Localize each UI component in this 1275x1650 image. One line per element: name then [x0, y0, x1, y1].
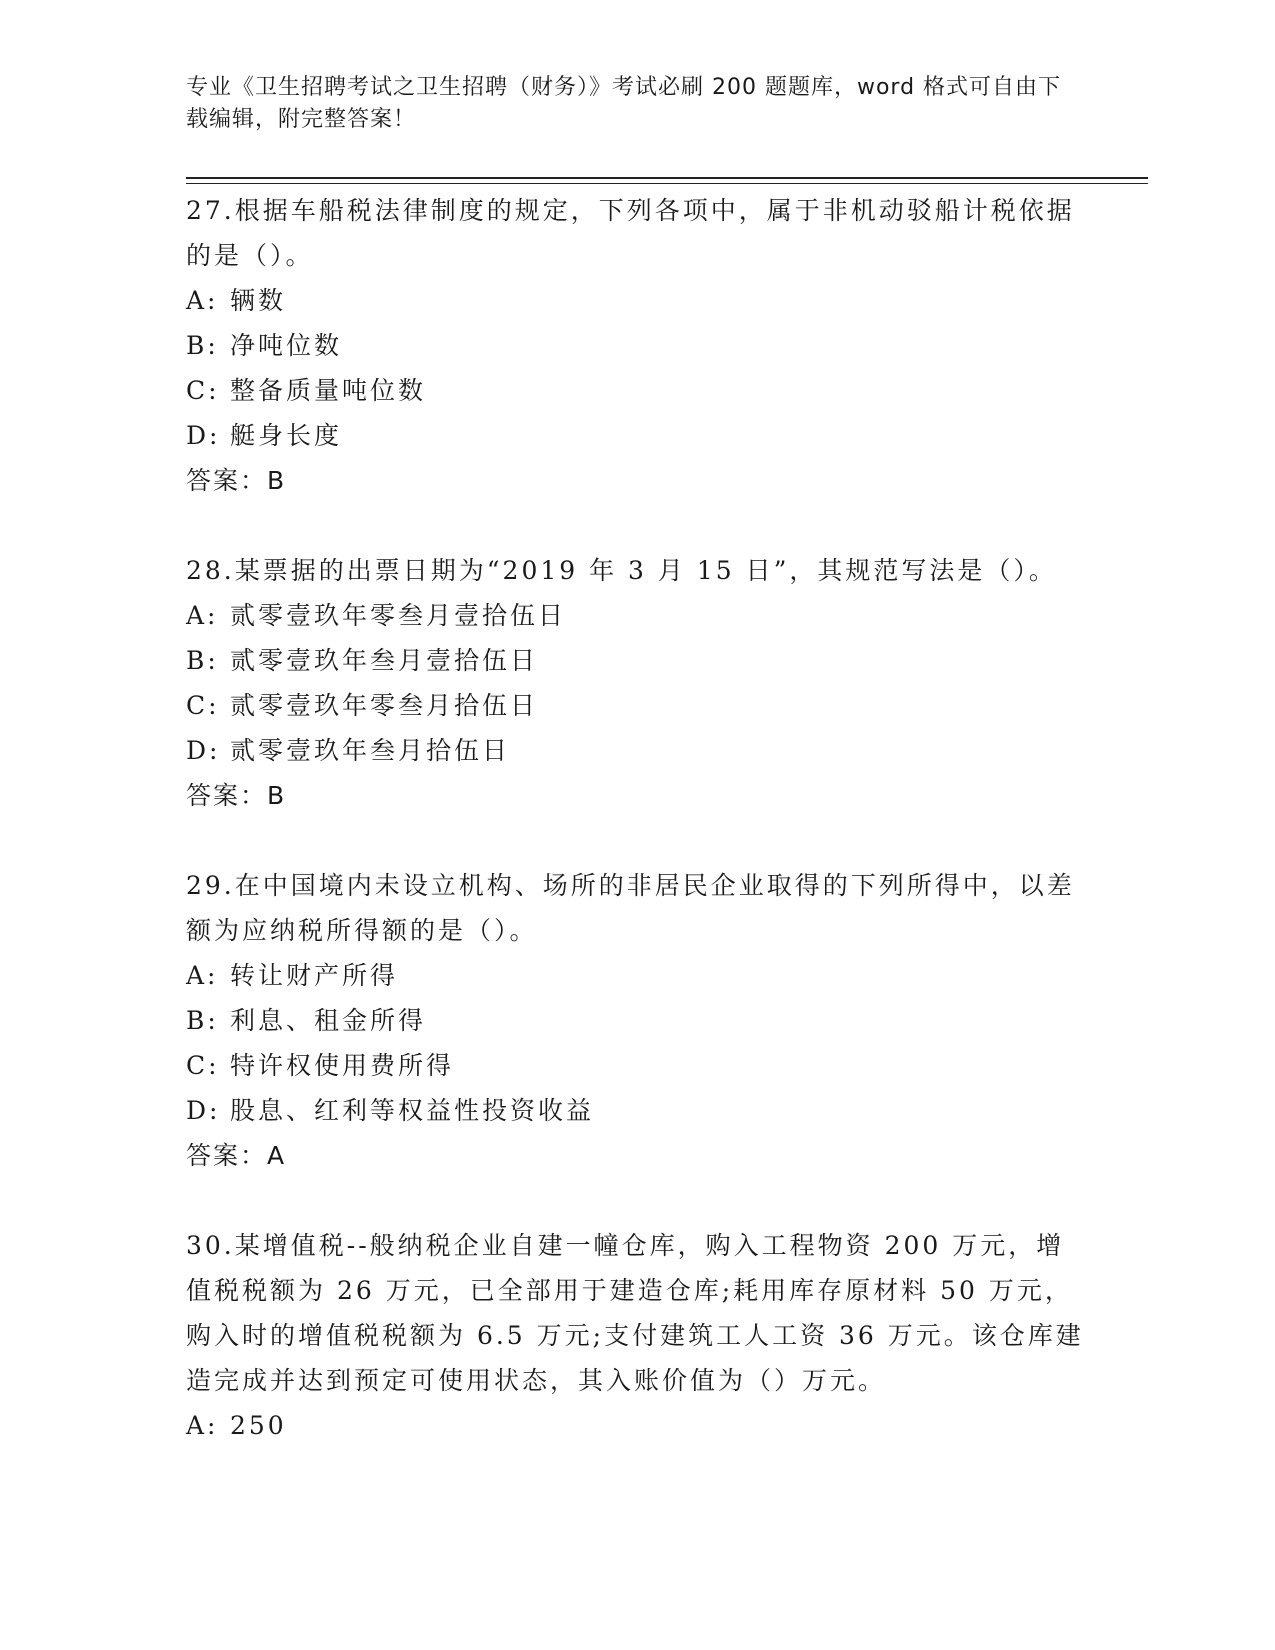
header-rule-thick — [186, 177, 1148, 179]
question-29 — [186, 863, 1086, 1178]
option-a: A: 辆数 — [186, 286, 287, 315]
option-a: A: 250 — [186, 1411, 287, 1440]
question-27 — [186, 188, 1086, 503]
option-d: D: 贰零壹玖年叁月拾伍日 — [186, 736, 511, 765]
header-rule-thin — [186, 183, 1148, 184]
question-list — [186, 188, 1086, 1493]
question-stem: 28.某票据的出票日期为“2019 年 3 月 15 日”，其规范写法是（）。 — [186, 556, 1057, 585]
question-stem: 27.根据车船税法律制度的规定，下列各项中，属于非机动驳船计税依据的是（）。 — [186, 196, 1075, 270]
question-30 — [186, 1223, 1086, 1448]
answer-label: 答案：B — [186, 466, 287, 495]
option-d: D: 股息、红利等权益性投资收益 — [186, 1096, 595, 1125]
option-c: C: 整备质量吨位数 — [186, 376, 427, 405]
option-b: B: 利息、租金所得 — [186, 1006, 427, 1035]
option-c: C: 特许权使用费所得 — [186, 1051, 455, 1080]
option-a: A: 贰零壹玖年零叁月壹拾伍日 — [186, 601, 567, 630]
option-b: B: 贰零壹玖年叁月壹拾伍日 — [186, 646, 539, 675]
question-28 — [186, 548, 1086, 818]
option-c: C: 贰零壹玖年零叁月拾伍日 — [186, 691, 539, 720]
option-b: B: 净吨位数 — [186, 331, 343, 360]
answer-label: 答案：B — [186, 781, 287, 810]
question-stem: 29.在中国境内未设立机构、场所的非居民企业取得的下列所得中，以差额为应纳税所得额的是（）。 — [186, 871, 1075, 945]
question-stem: 30.某增值税--般纳税企业自建一幢仓库，购入工程物资 200 万元，增值税税额为 26 万元，已全部用于建造仓库;耗用库存原材料 50 万元，购入时的增值税税额为 6.5 万元;支付建筑工人工资 36 万元。该仓库建造完成并达到预定可使用状态，其入账价值为（）万元。 — [186, 1231, 1084, 1395]
option-a: A: 转让财产所得 — [186, 961, 399, 990]
document-intro: 专业《卫生招聘考试之卫生招聘（财务）》考试必刷 200 题题库，word 格式可自由下载编辑，附完整答案！ — [186, 75, 1062, 132]
option-d: D: 艇身长度 — [186, 421, 343, 450]
answer-label: 答案：A — [186, 1141, 287, 1170]
